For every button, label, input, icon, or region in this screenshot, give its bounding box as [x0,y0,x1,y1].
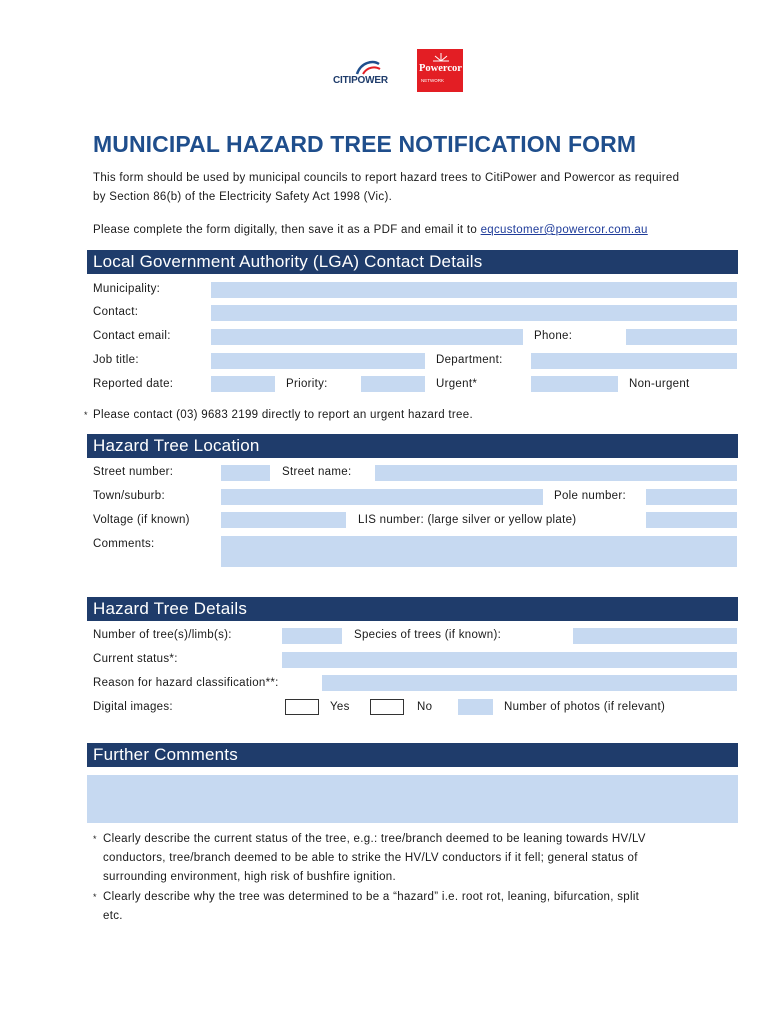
street-name-label: Street name: [282,466,352,478]
instructions [93,221,648,240]
yes-label: Yes [330,701,350,713]
pole-number-field[interactable] [646,489,737,505]
number-of-trees-field[interactable] [282,628,342,644]
species-label: Species of trees (if known): [354,629,502,641]
note-2 [103,888,707,926]
street-name-field[interactable] [375,465,737,481]
note-1-line-2: conductors, tree/branch deemed to be able to strike the HV/LV conductors if it fell; general status of [103,852,638,864]
urgent-field[interactable] [531,376,618,392]
reason-label: Reason for hazard classification**: [93,677,279,689]
digital-images-label: Digital images: [93,701,173,713]
section-further-title: Further Comments [93,745,238,764]
powercor-logo [417,49,463,92]
contact-email-label: Contact email: [93,330,171,342]
phone-field[interactable] [626,329,737,345]
phone-label: Phone: [534,330,573,342]
contact-label: Contact: [93,306,139,318]
lis-number-field[interactable] [646,512,737,528]
intro-line-2: by Section 86(b) of the Electricity Safety Act 1998 (Vic). [93,191,393,203]
no-label: No [417,701,433,713]
yes-checkbox[interactable] [285,699,319,715]
section-location-title: Hazard Tree Location [93,436,260,455]
reported-date-label: Reported date: [93,378,174,390]
reason-field[interactable] [322,675,737,691]
email-link[interactable]: eqcustomer@powercor.com.au [480,224,648,236]
note-1-line-3: surrounding environment, high risk of bushfire ignition. [103,871,396,883]
section-details-title: Hazard Tree Details [93,599,248,618]
section-lga-header [87,250,738,274]
species-field[interactable] [573,628,737,644]
citipower-swirl-icon [353,60,383,76]
voltage-label: Voltage (if known) [93,514,190,526]
department-field[interactable] [531,353,737,369]
pole-number-label: Pole number: [554,490,626,502]
priority-field[interactable] [361,376,425,392]
intro-text [93,169,679,207]
note-1-line-1: Clearly describe the current status of the tree, e.g.: tree/branch deemed to be leaning towards HV/LV [103,833,646,845]
municipality-field[interactable] [211,282,737,298]
urgent-note: Please contact (03) 9683 2199 directly to report an urgent hazard tree. [93,409,473,421]
number-of-photos-field[interactable] [458,699,493,715]
department-label: Department: [436,354,503,366]
comments-label: Comments: [93,538,155,550]
job-title-field[interactable] [211,353,425,369]
citipower-wordmark: CITIPOWER [333,75,388,86]
powercor-subtext: NETWORK [421,78,444,83]
number-of-photos-label: Number of photos (if relevant) [504,701,666,713]
section-location-header [87,434,738,458]
intro-line-1: This form should be used by municipal councils to report hazard trees to CitiPower and Powercor as required [93,172,680,184]
street-number-label: Street number: [93,466,174,478]
section-details-header [87,597,738,621]
reported-date-field[interactable] [211,376,275,392]
note-1 [103,830,707,887]
further-comments-field[interactable] [87,775,738,823]
municipality-label: Municipality: [93,283,161,295]
contact-field[interactable] [211,305,737,321]
town-field[interactable] [221,489,543,505]
current-status-field[interactable] [282,652,737,668]
current-status-label: Current status*: [93,653,178,665]
lis-number-label: LIS number: (large silver or yellow plate) [358,514,577,526]
voltage-field[interactable] [221,512,346,528]
powercor-rays-icon [431,52,451,62]
note-1-bullet: * [93,834,97,844]
section-lga-title: Local Government Authority (LGA) Contact Details [93,252,483,271]
instructions-text: Please complete the form digitally, then save it as a PDF and email it to [93,224,481,236]
no-checkbox[interactable] [370,699,404,715]
note-2-line-2: etc. [103,910,123,922]
note-2-line-1: Clearly describe why the tree was determined to be a “hazard” i.e. root rot, leaning, bifurcation, split [103,891,640,903]
urgent-label: Urgent* [436,378,478,390]
citipower-logo [333,60,403,90]
page-title: MUNICIPAL HAZARD TREE NOTIFICATION FORM [93,131,637,157]
town-label: Town/suburb: [93,490,165,502]
priority-label: Priority: [286,378,328,390]
powercor-wordmark: Powercor [419,63,462,74]
urgent-note-bullet: * [84,410,88,420]
comments-field[interactable] [221,536,737,567]
job-title-label: Job title: [93,354,139,366]
street-number-field[interactable] [221,465,270,481]
note-2-bullet: * [93,892,97,902]
section-further-header [87,743,738,767]
number-of-trees-label: Number of tree(s)/limb(s): [93,629,232,641]
contact-email-field[interactable] [211,329,523,345]
non-urgent-label: Non-urgent [629,378,690,390]
